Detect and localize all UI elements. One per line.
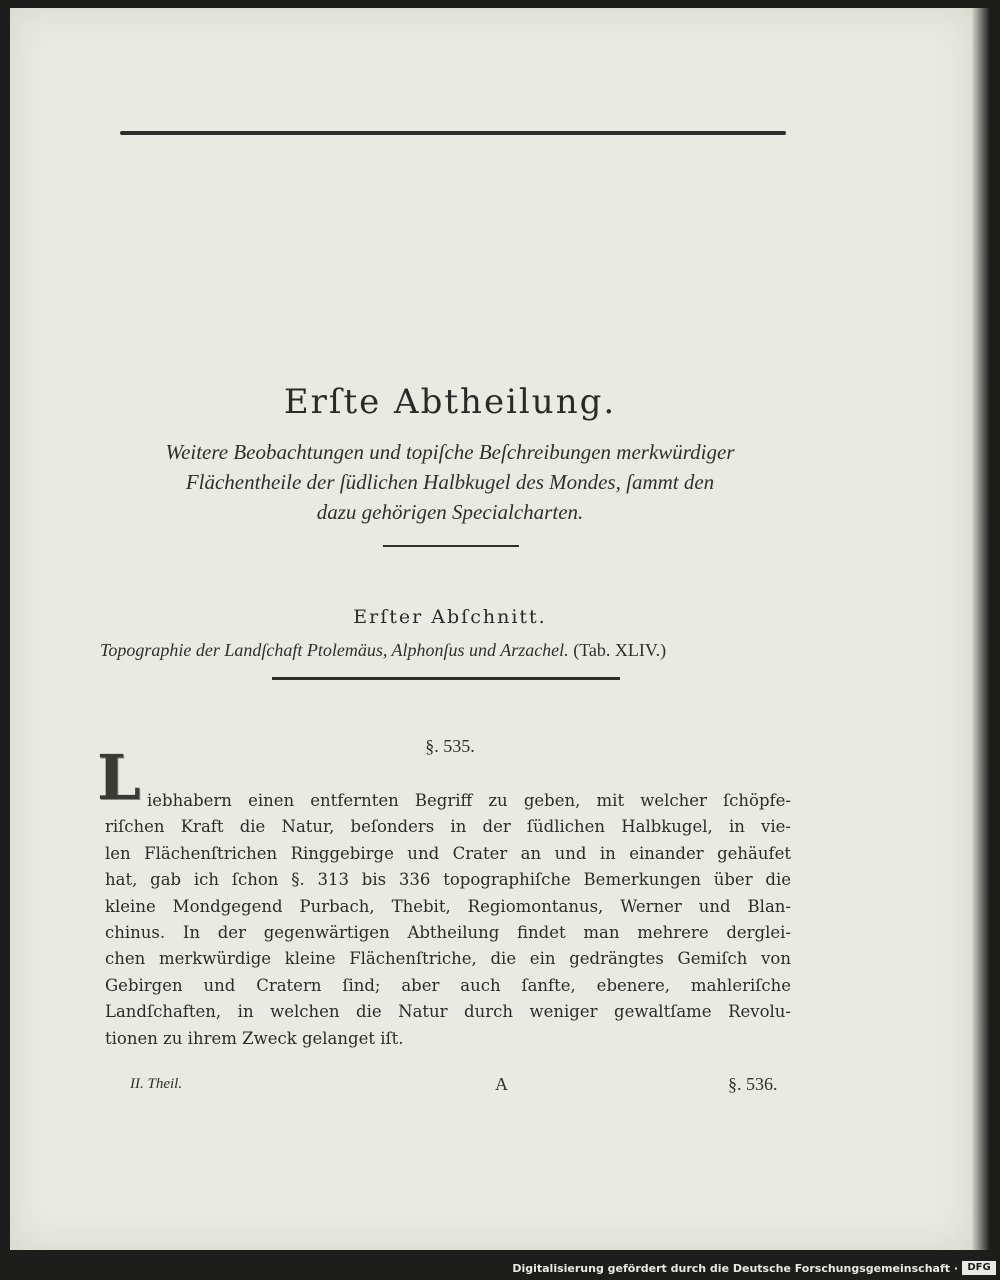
topography-line [100,640,800,661]
book-page [10,8,972,1250]
body-line: hat, gab ich ſchon §. 313 bis 336 topographiſche Bemerkungen über die [105,870,791,890]
body-line: Gebirgen und Cratern ſind; aber auch ſanfte, ebenere, mahleriſche [105,975,791,995]
paragraph-number: §. 535. [425,736,475,756]
body-line: riſchen Kraft die Natur, beſonders in der ſüdlichen Halbkugel, in vie- [105,817,791,837]
subtitle [105,437,795,527]
body-line: tionen zu ihrem Zweck gelanget iſt. [105,1028,404,1048]
topography-title: Topographie der Landſchaft Ptolemäus, Alphonſus und Arzachel. [100,640,569,660]
section-title: Erſter Abſchnitt. [353,606,547,628]
subtitle-line: Weitere Beobachtungen und topiſche Beſchreibungen merkwürdiger [165,440,735,464]
subtitle-line: Flächentheile der ſüdlichen Halbkugel des Mondes, ſammt den [185,470,715,494]
body-line: Landſchaften, in welchen die Natur durch weniger gewaltſame Revolu- [105,1002,791,1022]
body-line: chinus. In der gegenwärtigen Abtheilung findet man mehrere derglei- [105,922,791,942]
top-rule [120,131,786,135]
body-paragraph [105,788,791,1052]
body-line: iebhabern einen entfernten Begriff zu geben, mit welcher ſchöpfe- [147,791,791,810]
body-line: kleine Mondgegend Purbach, Thebit, Regiomontanus, Werner und Blan- [105,896,791,916]
volume-signature: II. Theil. [130,1076,183,1092]
main-title: Erſte Abtheilung. [283,382,617,422]
dfg-logo: DFG [962,1261,996,1275]
page-edge-shadow [972,8,990,1250]
body-line: len Flächenſtrichen Ringgebirge und Crater an und in einander gehäufet [105,843,791,863]
table-reference: (Tab. XLIV.) [573,640,667,660]
body-line: chen merkwürdige kleine Flächenſtriche, die ein gedrängtes Gemiſch von [105,949,791,969]
gathering-signature: A [495,1074,508,1094]
funding-credit: Digitalisierung gefördert durch die Deutsche Forschungsgemeinschaft · [512,1262,958,1275]
drop-cap: L [97,741,141,814]
section-rule [272,677,620,680]
middle-rule [383,545,519,547]
subtitle-line: dazu gehörigen Specialcharten. [316,500,584,524]
catchword: §. 536. [728,1074,778,1094]
